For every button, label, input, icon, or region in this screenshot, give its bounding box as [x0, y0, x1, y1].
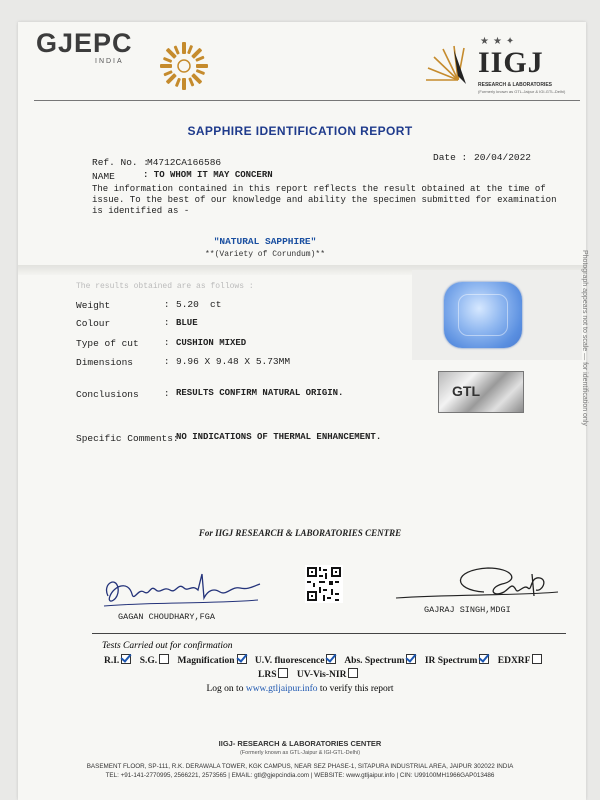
- name-value: : TO WHOM IT MAY CONCERN: [143, 170, 273, 180]
- conclusions-label: Conclusions: [76, 389, 139, 400]
- ref-number: M4712CA166586: [147, 157, 222, 168]
- iigj-stars-icon: ★★✦: [480, 36, 519, 47]
- test-abs-label: Abs. Spectrum: [344, 656, 405, 666]
- test-uv-checkbox: [326, 654, 336, 664]
- footer-formerly: (Formerly known as GTL-Jaipur & IGI-GTL-Delhi): [239, 750, 361, 756]
- test-abs-checkbox: [406, 654, 416, 664]
- test-edxrf-label: EDXRF: [497, 656, 531, 666]
- weight-colon: :: [164, 300, 170, 310]
- weight-unit: ct: [210, 299, 222, 310]
- dimensions-colon: :: [164, 357, 170, 367]
- gjepc-logo-text: GJEPC: [36, 28, 133, 58]
- test-uvvis-checkbox: [348, 668, 358, 678]
- side-disclaimer: Photograph appears not to scale — for identification only: [581, 250, 588, 426]
- intro-paragraph: The information contained in this report reflects the result obtained at the time of issue. To the best of our knowledge and ability the specimen submitted for examination is identified as -: [92, 184, 557, 216]
- left-signatory-name: GAGAN CHOUDHARY,FGA: [118, 612, 215, 622]
- test-uv-label: U.V. fluorescence: [254, 656, 325, 666]
- comments-value: NO INDICATIONS OF THERMAL ENHANCEMENT.: [176, 432, 382, 442]
- weight-value: 5.20: [176, 299, 199, 310]
- variety-note: **(Variety of Corundum)**: [204, 250, 326, 259]
- cut-label: Type of cut: [76, 338, 139, 349]
- test-ri-label: R.I.: [104, 656, 120, 666]
- iigj-logo-text: IIGJ: [478, 46, 544, 79]
- colour-label: Colour: [76, 318, 111, 329]
- conclusions-colon: :: [164, 389, 170, 399]
- test-sg-label: S.G.: [139, 656, 158, 666]
- test-sg-checkbox: [159, 654, 169, 664]
- cut-colon: :: [164, 338, 170, 348]
- verify-link[interactable]: www.gtljaipur.info: [245, 684, 318, 694]
- header-divider: [34, 100, 580, 101]
- test-lrs-checkbox: [278, 668, 288, 678]
- right-signatory-name: GAJRAJ SINGH,MDGI: [424, 605, 511, 615]
- tests-header: Tests Carried out for confirmation: [102, 641, 233, 651]
- test-edxrf-checkbox: [532, 654, 542, 664]
- colour-value: BLUE: [176, 318, 198, 328]
- tests-row-2: [258, 668, 364, 680]
- faded-results-line: The results obtained are as follows :: [76, 282, 254, 291]
- iigj-sunburst-icon: [418, 40, 474, 96]
- right-signature: [392, 562, 562, 606]
- test-lrs-label: LRS: [258, 670, 277, 680]
- test-uvvis-label: UV-Vis-NIR: [296, 670, 347, 680]
- dimensions-value: 9.96 X 9.48 X 5.73MM: [176, 356, 291, 367]
- verify-prefix: Log on to: [206, 684, 244, 694]
- report-title: SAPPHIRE IDENTIFICATION REPORT: [187, 124, 413, 138]
- date-label: Date :: [433, 152, 468, 163]
- date-value: 20/04/2022: [474, 152, 532, 163]
- tests-divider: [92, 633, 566, 634]
- ref-label: Ref. No. :: [92, 157, 150, 168]
- gjepc-logo-sub: INDIA: [95, 58, 124, 65]
- cut-value: CUSHION MIXED: [176, 338, 247, 348]
- iigj-logo-sub: RESEARCH & LABORATORIES: [478, 82, 552, 88]
- test-ir-checkbox: [479, 654, 489, 664]
- test-magnification-checkbox: [237, 654, 247, 664]
- footer-address: BASEMENT FLOOR, SP-111, R.K. DERAWALA TOWER, KGK CAMPUS, NEAR SEZ PHASE-1, SITAPURA INDUSTRIAL AREA, JAIPUR 302022 INDIA: [86, 763, 514, 770]
- sapphire-facet: [458, 294, 508, 336]
- hologram-sticker: [438, 371, 524, 413]
- for-lab-line: For IIGJ RESEARCH & LABORATORIES CENTRE: [198, 528, 402, 538]
- footer-contact: TEL: +91-141-2770995, 2566221, 2573565 | EMAIL: gtl@gjepcindia.com | WEBSITE: www.gtljaipur.info | CIN: U99100MH1966GAP013486: [105, 772, 495, 779]
- test-ir-label: IR Spectrum: [424, 656, 478, 666]
- verify-suffix: to verify this report: [319, 684, 394, 694]
- left-signature: [98, 566, 268, 614]
- colour-colon: :: [164, 318, 170, 328]
- verify-line: [0, 684, 600, 694]
- test-ri-checkbox: [121, 654, 131, 664]
- comments-label: Specific Comments:: [76, 433, 179, 444]
- conclusions-value: RESULTS CONFIRM NATURAL ORIGIN.: [176, 388, 344, 398]
- iigj-logo-sub2: (Formerly known as GTL-Jaipur & IGI-GTL-Delhi): [478, 89, 566, 94]
- footer-org: IIGJ- RESEARCH & LABORATORIES CENTER: [218, 739, 382, 748]
- test-magnification-label: Magnification: [177, 656, 235, 666]
- name-label: NAME: [92, 171, 115, 182]
- qr-code-icon: [305, 565, 343, 603]
- dimensions-label: Dimensions: [76, 357, 134, 368]
- weight-label: Weight: [76, 300, 111, 311]
- tests-row-1: [104, 654, 548, 666]
- gjepc-sunburst-icon: [158, 40, 210, 92]
- hologram-text: GTL: [452, 383, 480, 399]
- identified-species: "NATURAL SAPPHIRE": [213, 236, 317, 247]
